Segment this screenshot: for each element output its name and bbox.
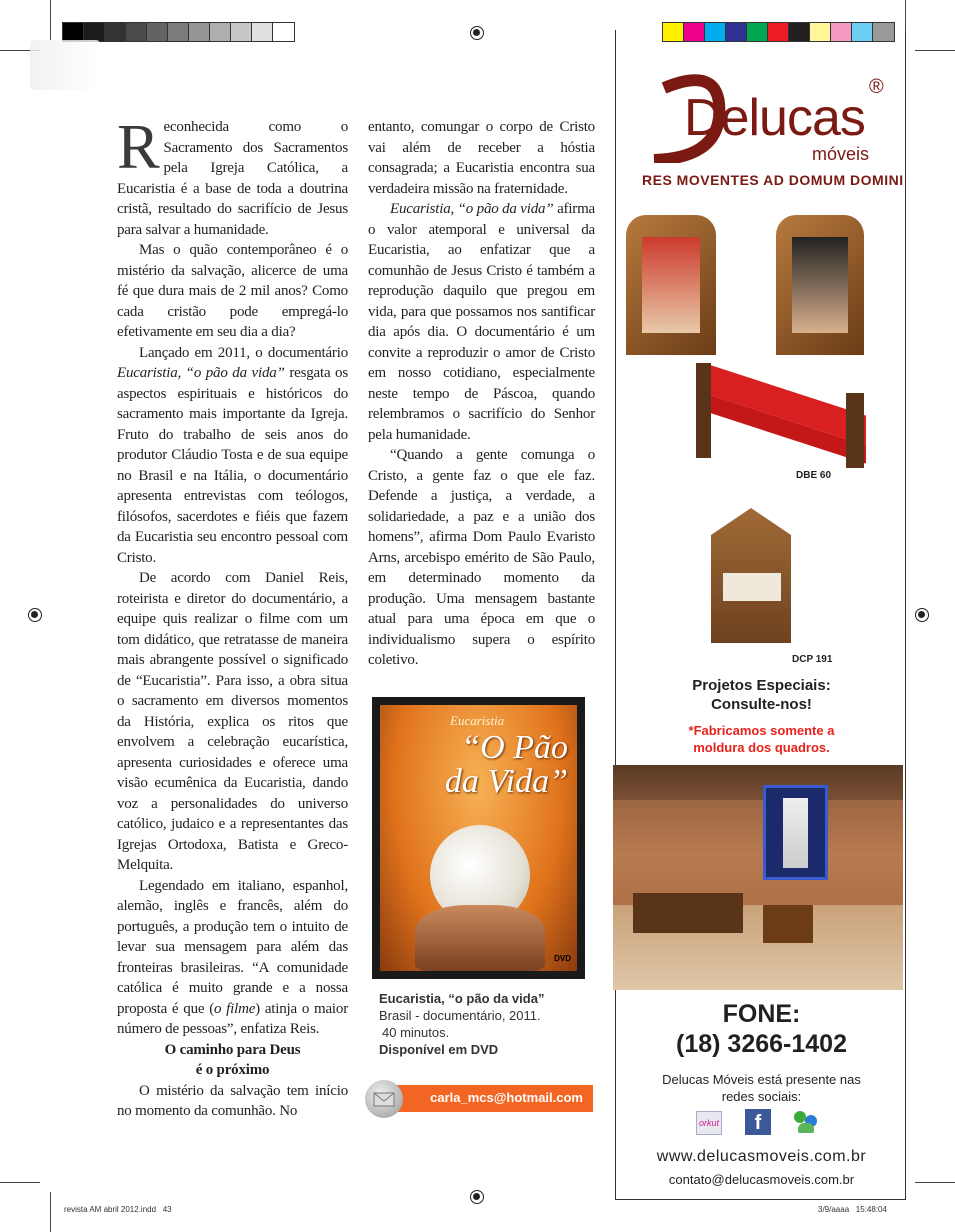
cover-subtitle: Eucaristia [450,713,505,728]
msn-icon[interactable] [792,1109,820,1135]
phone-label: FONE: [722,1000,801,1028]
article-column-middle [368,117,595,671]
article-column-left [117,111,348,1122]
delucas-logo: Delucas ® móveis [644,68,894,168]
cover-title: “O Pão da Vida” [444,729,568,800]
paragraph: entanto, comungar o corpo de Cristo vai além de receber a hóstia consagrada; a Eucaristia encontra sua verdadeira missão na fraternidade. [368,119,595,197]
website-link[interactable]: www.delucasmoveis.com.br [656,1148,867,1165]
bench-label: DBE 60 [796,470,832,481]
paragraph: “Quando a gente comunga o Cristo, a gente faz o que ele faz. Defende a justiça, a verdade, a solidariedade, a paz e a união dos homens”, afirma Dom Paulo Evaristo Arns, arcebispo emérito de São Paulo, em determinado momento da produção. Uma mensagem bastante atual para uma época em que o individualismo supera o espírito coletivo. [368,447,595,668]
film-title: Eucaristia, “o pão da vida” [390,201,554,217]
orkut-icon[interactable]: orkut [696,1111,722,1135]
paragraph: Legendado em italiano, espanhol, alemão, inglês e francês, além do português, a produção tem o intuito de levar sua mensagem para além das fronteiras brasileiras. “A comunidade católica é muito grande e a nossa proposta é que (o filme) atinja o maior número de pessoas”, enfatiza Reis. [117,877,348,1037]
projects-text: Projetos Especiais: Consulte-nos! [692,677,831,713]
registration-mark-left [28,608,42,622]
envelope-icon [365,1080,403,1118]
paragraph: De acordo com Daniel Reis, roteirista e diretor do documentário, a equipe quis realizar o filme com um tom didático, que retratasse de maneira mais abrangente possível o significado de “Eucaristia”. Para isso, a obra situa o sacramento em diversos momentos da História, explica os ritos que envolvem a celebração eucarística, apresenta curiosidades e oferece uma visão ecumênica da Eucaristia, dando voz a personalidades do universo católico, judaico e a representantes das Igrejas Ortodoxa, Batista e Greco-Melquita. [117,570,348,873]
hands-image [415,905,545,971]
subheading: O caminho para Deus é o próximo [164,1041,301,1078]
chapel-photo [613,765,903,990]
bench-image [696,363,871,468]
dvd-cover-image [372,697,585,979]
paragraph: Eucaristia, “o pão da vida” afirma o valor atemporal e universal da Eucaristia, ao enfatizar que a comunhão de Jesus Cristo é também a reprodução daquilo que pregou em vida, para que possamos nos santificar dia após dia. O documentário é um convite a reproduzir o amor de Cristo em nosso cotidiano, especialmente neste tempo de Páscoa, quando relembramos o sacrifício do Senhor pela humanidade. [368,201,596,443]
drop-cap: R [117,111,160,182]
ad-tagline: RES MOVENTES AD DOMUM DOMINI [642,172,904,188]
slug-filename: revista AM abril 2012.indd 43 [64,1205,172,1214]
frame-image-1 [626,215,716,355]
paragraph: Lançado em 2011, o documentário Eucaristia, “o pão da vida” resgata os aspectos espirituais e históricos do sacramento mais importante da Igreja. Fruto do trabalho de seis anos do produtor Cláudio Tosta e de sua equipe no Brasil e na Itália, o documentário apresenta entrevistas com teólogos, filósofos, sacerdotes e fiéis que fazem da Eucaristia seu encontro pessoal com Cristo. [117,344,348,566]
dvd-caption: Eucaristia, “o pão da vida” Brasil - documentário, 2011. 40 minutos. Disponível em DVD [379,991,545,1057]
chair-image [711,508,791,643]
registration-mark-right [915,608,929,622]
registration-mark-bottom [470,1190,484,1204]
facebook-icon[interactable]: f [745,1109,771,1135]
author-email-bar[interactable] [385,1085,593,1112]
dvd-logo: DVD [554,954,571,963]
author-email[interactable]: carla_mcs@hotmail.com [430,1090,583,1105]
phone-number[interactable]: (18) 3266-1402 [676,1030,847,1058]
film-strip-decoration [30,40,100,90]
film-title: Eucaristia, “o pão da vida” [117,365,285,381]
paragraph: O mistério da salvação tem início no momento da comunhão. No [117,1082,348,1119]
grayscale-bar [62,22,295,42]
paragraph: Reconhecida como o Sacramento dos Sacramentos pela Igreja Católica, a Eucaristia é a base de toda a doutrina cristã, resultado do sacrifício de Jesus para salvar a humanidade. [117,111,348,238]
contact-email[interactable]: contato@delucasmoveis.com.br [668,1172,855,1187]
slug-date: 3/9/aaaa 15:48:04 [818,1205,887,1214]
registration-mark-top [470,26,484,40]
social-text: Delucas Móveis está presente nas redes sociais: [662,1072,861,1104]
delucas-ad [615,30,906,1200]
paragraph: Mas o quão contemporâneo é o mistério da salvação, alicerce de uma fé que dura mais de 2 mil anos? Como cada cristão pode empregá-lo efetivamente em seu dia a dia? [117,242,348,340]
chair-label: DCP 191 [792,654,833,665]
frame-image-2 [776,215,864,355]
frames-note: *Fabricamos somente a moldura dos quadros. [688,723,835,755]
